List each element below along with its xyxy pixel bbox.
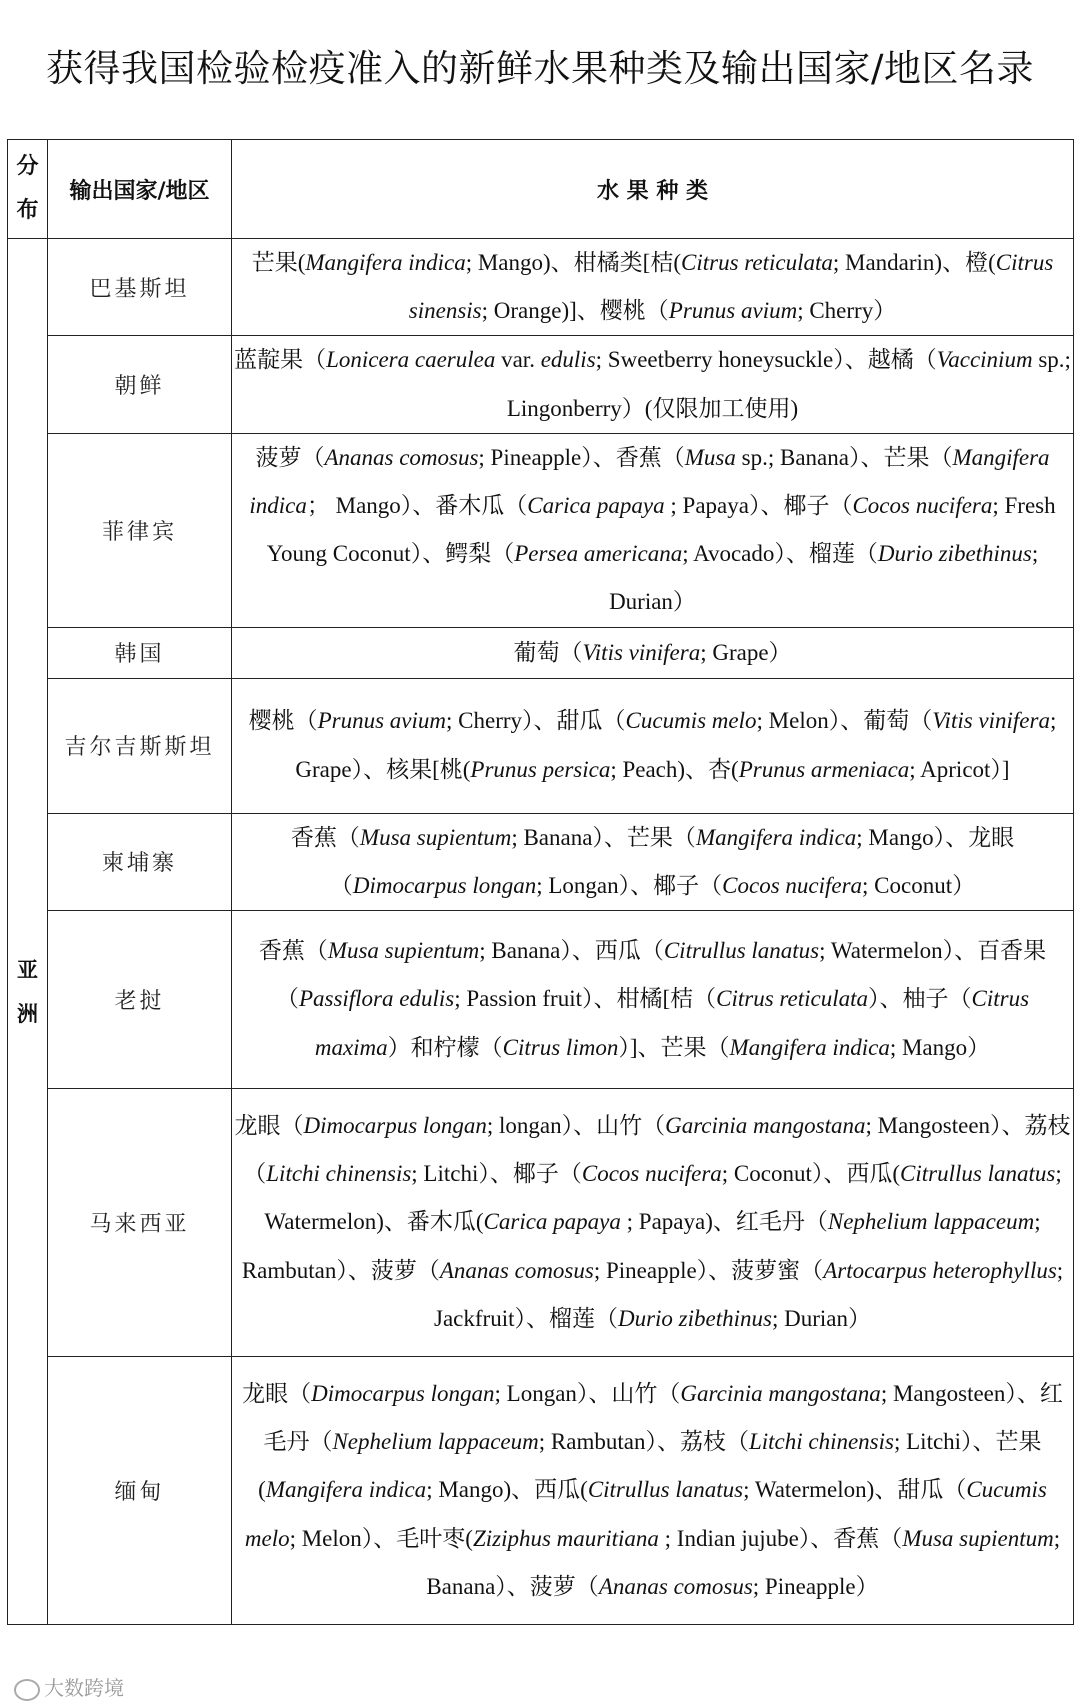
region-cell: 亚 洲 [8, 239, 48, 1625]
country-cell: 缅甸 [48, 1357, 232, 1625]
table-row [8, 813, 1074, 910]
country-cell: 朝鲜 [48, 336, 232, 433]
watermark: 大数跨境 [14, 1672, 124, 1701]
table-body [8, 239, 1074, 1625]
header-country: 输出国家/地区 [48, 140, 232, 239]
fruit-list-cell: 蓝靛果（Lonicera caerulea var. edulis; Sweetberry honeysuckle）、越橘（Vaccinium sp.; Lingonberry）(仅限加工使用) [232, 336, 1074, 433]
country-cell: 柬埔寨 [48, 813, 232, 910]
country-cell: 马来西亚 [48, 1089, 232, 1357]
header-fruit-types: 水 果 种 类 [232, 140, 1074, 239]
fruit-list-cell: 芒果(Mangifera indica; Mango)、柑橘类[桔(Citrus reticulata; Mandarin)、橙(Citrus sinensis; Orange)]、樱桃（Prunus avium; Cherry） [232, 239, 1074, 336]
fruit-list-cell: 龙眼（Dimocarpus longan; longan）、山竹（Garcinia mangostana; Mangosteen）、荔枝（Litchi chinensis; Litchi）、椰子（Cocos nucifera; Coconut）、西瓜(Citrullus lanatus; Watermelon)、番木瓜(Carica papaya ; Papaya)、红毛丹（Nephelium lappaceum; Rambutan）、菠萝（Ananas comosus; Pineapple）、菠萝蜜（Artocarpus heterophyllus; Jackfruit）、榴莲（Durio zibethinus; Durian） [232, 1089, 1074, 1357]
table-row [8, 1089, 1074, 1357]
country-cell: 老挝 [48, 911, 232, 1089]
fruit-table [7, 139, 1074, 1625]
country-cell: 菲律宾 [48, 433, 232, 627]
table-row [8, 1357, 1074, 1625]
table-header-row [8, 140, 1074, 239]
fruit-list-cell: 菠萝（Ananas comosus; Pineapple）、香蕉（Musa sp.; Banana）、芒果（Mangifera indica； Mango）、番木瓜（Carica papaya ; Papaya）、椰子（Cocos nucifera; Fresh Young Coconut）、鳄梨（Persea americana; Avocado）、榴莲（Durio zibethinus; Durian） [232, 433, 1074, 627]
fruit-list-cell: 葡萄（Vitis vinifera; Grape） [232, 627, 1074, 678]
watermark-logo-icon [14, 1679, 40, 1701]
table-row [8, 911, 1074, 1089]
fruit-list-cell: 樱桃（Prunus avium; Cherry）、甜瓜（Cucumis melo; Melon）、葡萄（Vitis vinifera; Grape）、核果[桃(Prunus persica; Peach)、杏(Prunus armeniaca; Apricot）] [232, 678, 1074, 813]
table-row [8, 433, 1074, 627]
table-row [8, 336, 1074, 433]
country-cell: 韩国 [48, 627, 232, 678]
fruit-list-cell: 香蕉（Musa supientum; Banana）、芒果（Mangifera indica; Mango）、龙眼（Dimocarpus longan; Longan）、椰子（Cocos nucifera; Coconut） [232, 813, 1074, 910]
fruit-list-cell: 香蕉（Musa supientum; Banana）、西瓜（Citrullus lanatus; Watermelon）、百香果（Passiflora edulis; Passion fruit）、柑橘[桔（Citrus reticulata）、柚子（Citrus maxima）和柠檬（Citrus limon）]、芒果（Mangifera indica; Mango） [232, 911, 1074, 1089]
header-distribution: 分 布 [8, 140, 48, 239]
table-row [8, 678, 1074, 813]
fruit-list-cell: 龙眼（Dimocarpus longan; Longan）、山竹（Garcinia mangostana; Mangosteen）、红毛丹（Nephelium lappaceum; Rambutan）、荔枝（Litchi chinensis; Litchi）、芒果(Mangifera indica; Mango)、西瓜(Citrullus lanatus; Watermelon)、甜瓜（Cucumis melo; Melon）、毛叶枣(Ziziphus mauritiana ; Indian jujube）、香蕉（Musa supientum; Banana）、菠萝（Ananas comosus; Pineapple） [232, 1357, 1074, 1625]
table-row [8, 239, 1074, 336]
page-title: 获得我国检验检疫准入的新鲜水果种类及输出国家/地区名录 [46, 47, 1034, 90]
table-row [8, 627, 1074, 678]
country-cell: 巴基斯坦 [48, 239, 232, 336]
country-cell: 吉尔吉斯斯坦 [48, 678, 232, 813]
